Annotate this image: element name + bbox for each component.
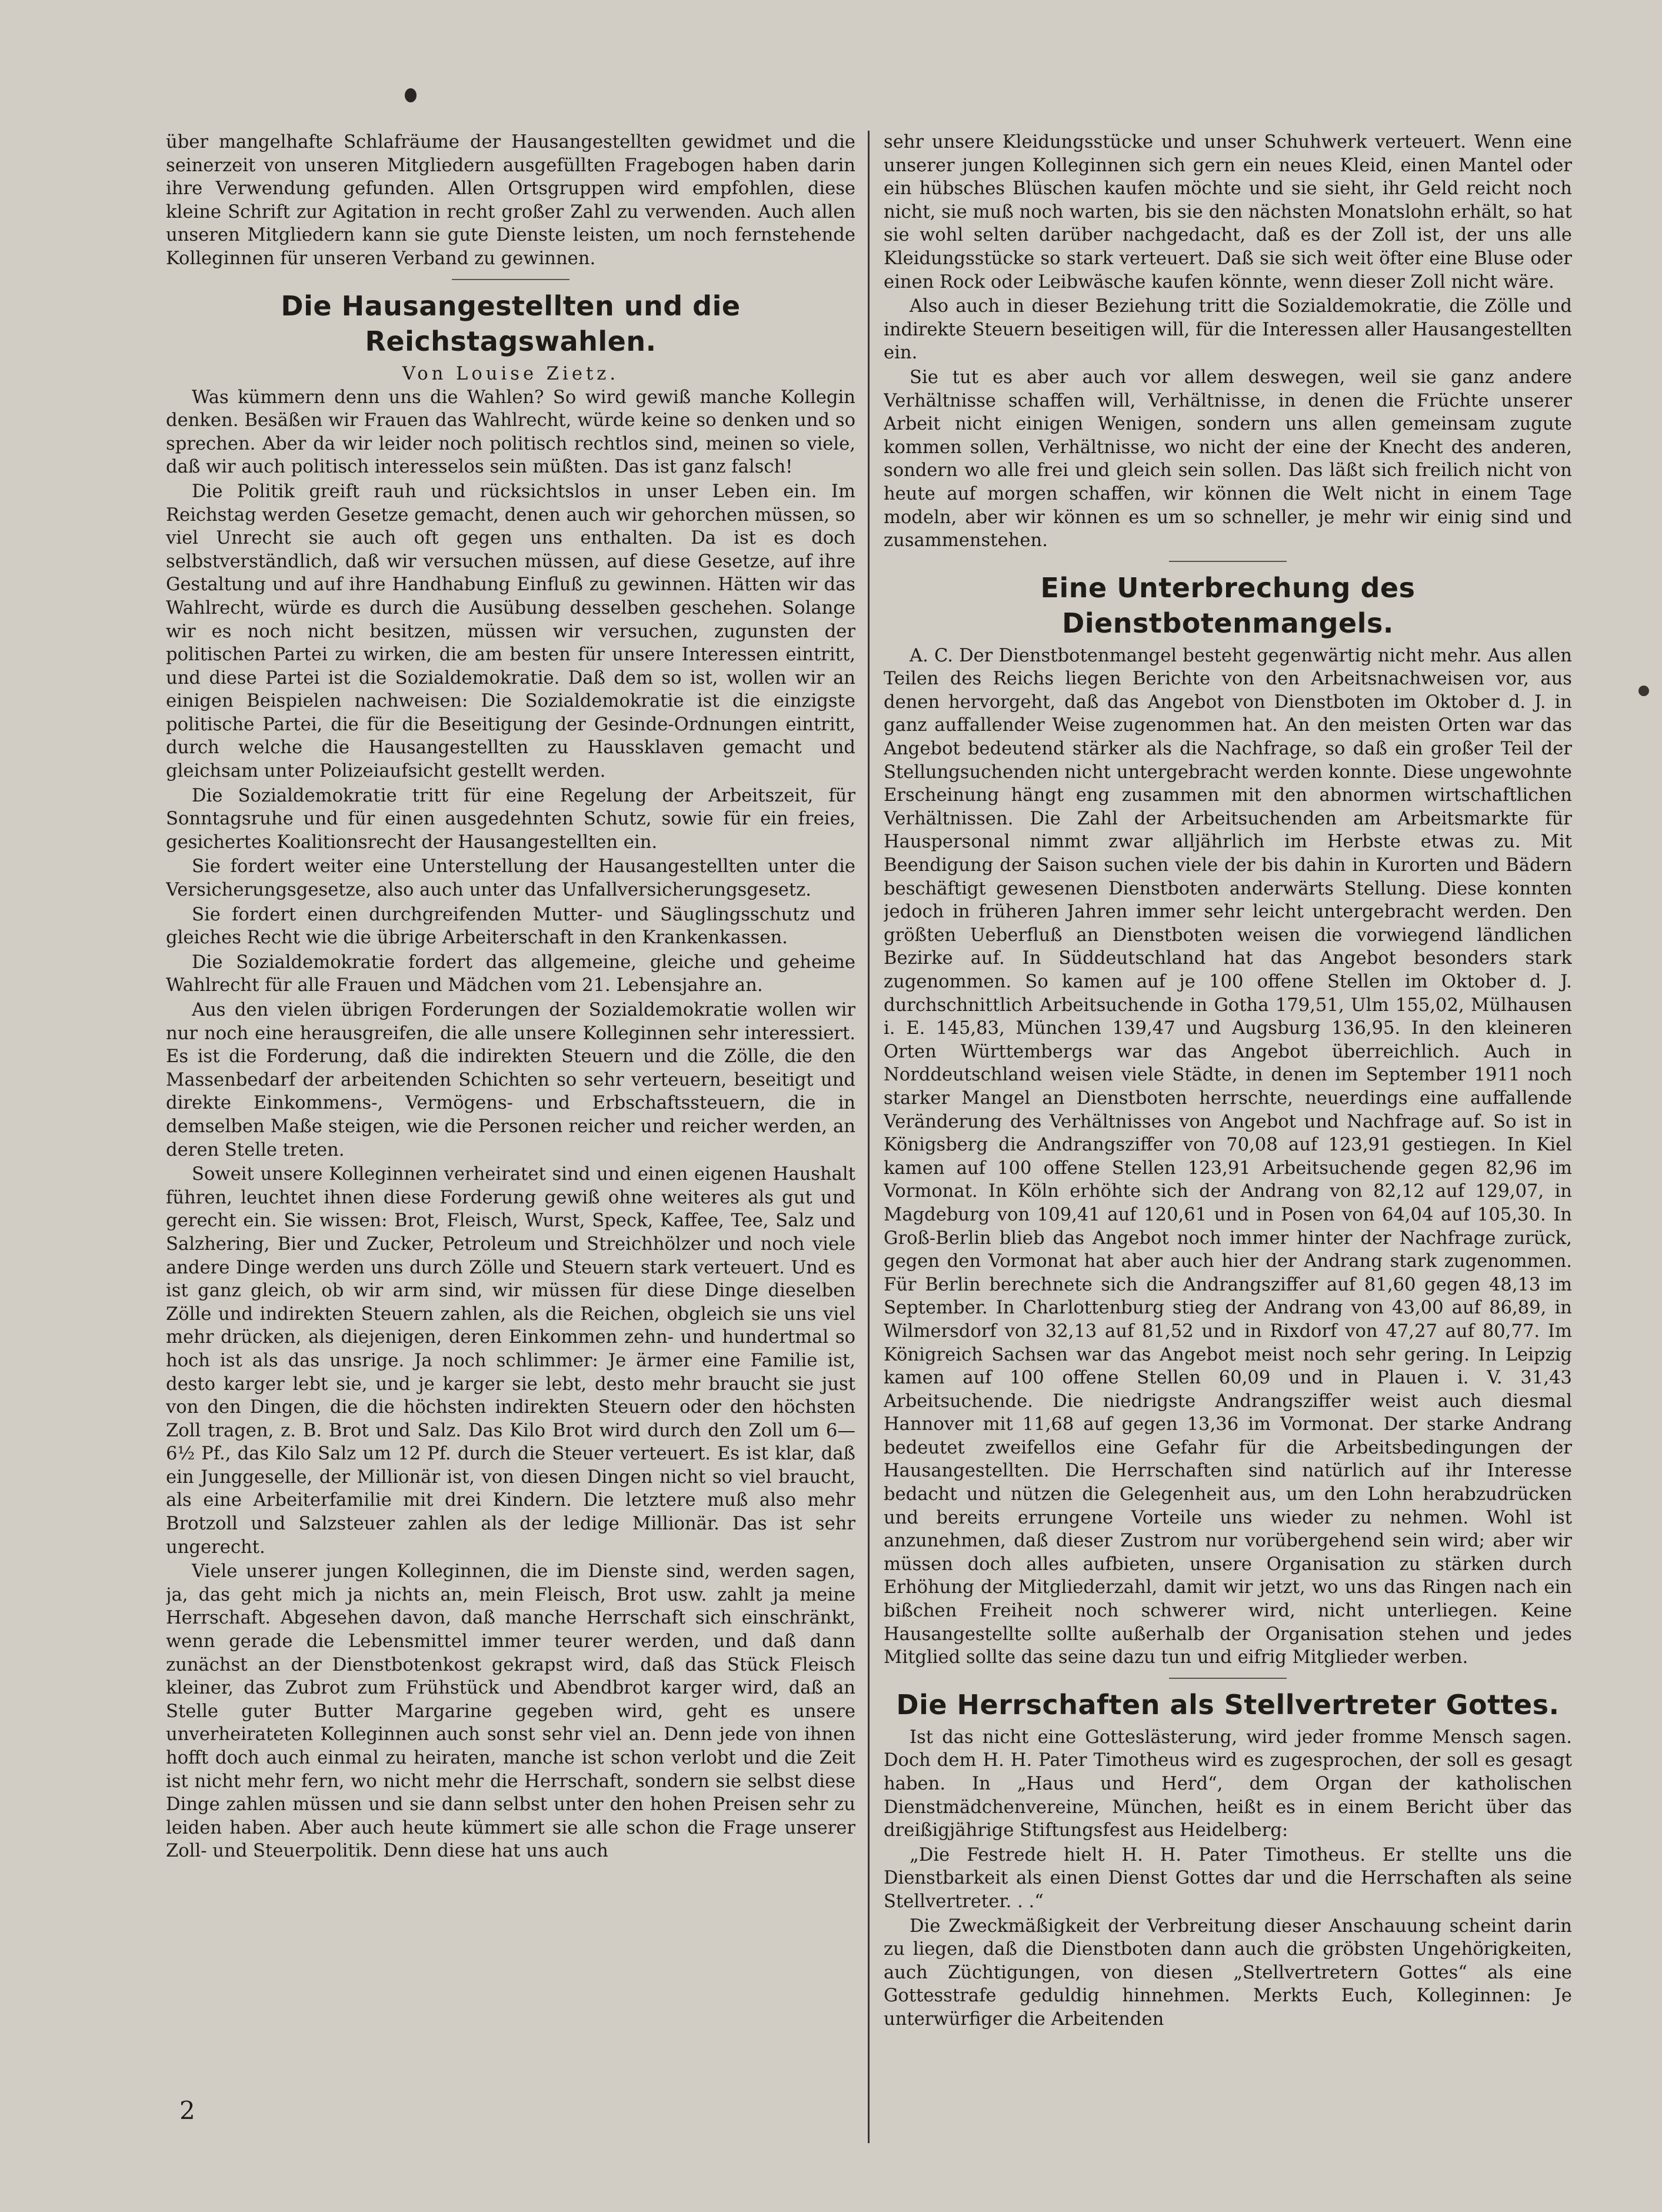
ink-spot xyxy=(1638,686,1649,696)
article-paragraph: sehr unsere Kleidungsstücke und unser Schuhwerk verteuert. Wenn eine unserer jungen Kolleginnen sich gern ein neues Kleid, einen Mantel oder ein hübsches Blüschen kaufen möchte und sie sieht, ihr Geld reicht noch nicht, sie muß noch warten, bis sie den nächsten Monatslohn erhält, so hat sie wohl selten darüber nachgedacht, daß es der Zoll ist, der uns alle Kleidungsstücke so stark verteuert. Daß sie sich weit öfter eine Bluse oder einen Rock oder Leibwäsche kaufen könnte, wenn dieser Zoll nicht wäre. xyxy=(884,132,1572,292)
article-headline: Eine Unterbrechung des Dienstbotenmangels. xyxy=(1040,571,1415,639)
article-paragraph: Die Sozialdemokratie tritt für eine Regelung der Arbeitszeit, für Sonntagsruhe und für einen ausgedehnten Schutz, sowie für ein freies, gesichertes Koalitionsrecht der Hausangestellten ein. xyxy=(166,785,855,853)
article-paragraph: Soweit unsere Kolleginnen verheiratet sind und einen eigenen Haushalt führen, leuchtet ihnen diese Forderung gewiß ohne weiteres als gut und gerecht ein. Sie wissen: Brot, Fleisch, Wurst, Speck, Kaffee, Tee, Salz und Salzhering, Bier und Zucker, Petroleum und Streichhölzer und noch viele andere Dinge werden uns durch Zölle und Steuern stark verteuert. Und es ist ganz gleich, ob wir arm sind, wir müssen für diese Dinge dieselben Zölle und indirekten Steuern zahlen, als die Reichen, obgleich sie uns viel mehr drücken, als diejenigen, deren Einkommen zehn- und hundertmal so hoch ist als das unsrige. Ja noch schlimmer: Je ärmer eine Familie ist, desto karger lebt sie, und je karger sie lebt, desto mehr braucht sie just von den Dingen, die die höchsten indirekten Steuern oder den höchsten Zoll tragen, z. B. Brot und Salz. Das Kilo Brot wird durch den Zoll um 6—6½ Pf., das Kilo Salz um 12 Pf. durch die Steuer verteuert. Es ist klar, daß ein Junggeselle, der Millionär ist, von diesen Dingen nicht so viel braucht, als eine Arbeiterfamilie mit drei Kindern. Die letztere muß also mehr Brotzoll und Salzsteuer zahlen als der ledige Millionär. Das ist sehr ungerecht. xyxy=(166,1164,855,1558)
article-separator xyxy=(452,279,569,280)
article-paragraph: Die Sozialdemokratie fordert das allgemeine, gleiche und geheime Wahlrecht für alle Frauen und Mädchen vom 21. Lebensjahre an. xyxy=(166,952,855,996)
article-paragraph: Aus den vielen übrigen Forderungen der Sozialdemokratie wollen wir nur noch eine herausgreifen, die alle unsere Kolleginnen sehr interessiert. Es ist die Forderung, daß die indirekten Steuern und die Zölle, die den Massenbedarf der arbeitenden Schichten so sehr verteuern, beseitigt und direkte Einkommens-, Vermögens- und Erbschaftssteuern, die in demselben Maße steigen, wie die Personen reicher und reicher werden, an deren Stelle treten. xyxy=(166,1000,855,1160)
article-byline: Von Louise Zietz. xyxy=(402,363,619,384)
column-divider xyxy=(868,131,870,2143)
page-number: 2 xyxy=(179,2096,195,2125)
article-headline: Die Hausangestellten und die Reichstagswahlen. xyxy=(281,290,741,357)
article-paragraph: Sie tut es aber auch vor allem deswegen, weil sie ganz andere Verhältnisse schaffen will, Verhältnisse, in denen die Früchte unserer Arbeit nicht einigen Wenigen, sondern uns allen gemeinsam zugute kommen sollen, Verhältnisse, wo nicht der eine der Knecht des anderen, sondern wo alle frei und gleich sein sollen. Das läßt sich freilich nicht von heute auf morgen schaffen, wir können die Welt nicht in einem Tage modeln, aber wir können es um so schneller, je mehr wir einig sind und zusammenstehen. xyxy=(884,367,1572,551)
article-headline: Die Herrschaften als Stellvertreter Gottes. xyxy=(896,1688,1560,1721)
article-paragraph: Also auch in dieser Beziehung tritt die Sozialdemokratie, die Zölle und indirekte Steuern beseitigen will, für die Interessen aller Hausangestellten ein. xyxy=(884,296,1572,364)
article-paragraph: A. C. Der Dienstbotenmangel besteht gegenwärtig nicht mehr. Aus allen Teilen des Reichs liegen Berichte von den Arbeitsnachweisen vor, aus denen hervorgeht, daß das Angebot von Dienstboten im Oktober d. J. in ganz auffallender Weise zugenommen hat. An den meisten Orten war das Angebot bedeutend stärker als die Nachfrage, so daß ein großer Teil der Stellungsuchenden nicht untergebracht werden konnte. Diese ungewohnte Erscheinung hängt eng zusammen mit den abnormen wirtschaftlichen Verhältnissen. Die Zahl der Arbeitsuchenden am Arbeitsmarkte für Hauspersonal nimmt zwar alljährlich im Herbste etwas zu. Mit Beendigung der Saison suchen viele der bis dahin in Kurorten und Bädern beschäftigt gewesenen Dienstboten anderwärts Stellung. Diese konnten jedoch in früheren Jahren immer sehr leicht untergebracht werden. Den größten Ueberfluß an Dienstboten weisen die vorwiegend ländlichen Bezirke auf. In Süddeutschland hat das Angebot besonders stark zugenommen. So kamen auf je 100 offene Stellen im Oktober d. J. durchschnittlich Arbeitsuchende in Gotha 179,51, Ulm 155,02, Mülhausen i. E. 145,83, München 139,47 und Augsburg 136,95. In den kleineren Orten Württembergs war das Angebot überreichlich. Auch in Norddeutschland weisen viele Städte, in denen im September 1911 noch starker Mangel an Dienstboten herrschte, neuerdings eine auffallende Veränderung des Verhältnisses von Angebot und Nachfrage auf. So ist in Königsberg die Andrangsziffer von 70,08 auf 123,91 gestiegen. In Kiel kamen auf 100 offene Stellen 123,91 Arbeitsuchende gegen 82,96 im Vormonat. In Köln erhöhte sich der Andrang von 82,12 auf 129,07, in Magdeburg von 109,41 auf 120,61 und in Posen von 64,04 auf 105,30. In Groß-Berlin blieb das Angebot noch immer hinter der Nachfrage zurück, gegen den Vormonat hat aber auch hier der Andrang stark zugenommen. Für Berlin berechnete sich die Andrangsziffer auf 81,60 gegen 48,13 im September. In Charlottenburg stieg der Andrang von 43,00 auf 86,89, in Wilmersdorf von 32,13 auf 81,52 und in Rixdorf von 47,27 auf 80,77. Im Königreich Sachsen war das Angebot meist noch sehr gering. In Leipzig kamen auf 100 offene Stellen 60,09 und in Plauen i. V. 31,43 Arbeitsuchende. Die niedrigste Andrangsziffer weist auch diesmal Hannover mit 11,68 auf gegen 13,36 im Vormonat. Der starke Andrang bedeutet zweifellos eine Gefahr für die Arbeitsbedingungen der Hausangestellten. Die Herrschaften sind natürlich auf ihr Interesse bedacht und nützen die Gelegenheit aus, um den Lohn herabzudrücken und bereits errungene Vorteile uns wieder zu nehmen. Wohl ist anzunehmen, daß dieser Zustrom nur vorübergehend sein wird; aber wir müssen doch alles aufbieten, unsere Organisation zu stärken durch Erhöhung der Mitgliederzahl, damit wir jetzt, wo uns das Ringen nach ein bißchen Freiheit noch schwerer wird, nicht unterliegen. Keine Hausangestellte sollte außerhalb der Organisation stehen und jedes Mitglied sollte das seine dazu tun und eifrig Mitglieder werben. xyxy=(884,645,1572,1668)
left-column xyxy=(166,131,855,2112)
article-paragraph: „Die Festrede hielt H. H. Pater Timotheus. Er stellte uns die Dienstbarkeit als einen Dienst Gottes dar und die Herrschaften als seine Stellvertreter. . .“ xyxy=(884,1844,1572,1912)
ink-spot xyxy=(405,88,417,102)
article-paragraph: Sie fordert weiter eine Unterstellung der Hausangestellten unter die Versicherungsgesetze, also auch unter das Unfallversicherungsgesetz. xyxy=(166,856,855,901)
article-paragraph: Ist das nicht eine Gotteslästerung, wird jeder fromme Mensch sagen. Doch dem H. H. Pater Timotheus wird es zugesprochen, der soll es gesagt haben. In „Haus und Herd“, dem Organ der katholischen Dienstmädchenvereine, München, heißt es in einem Bericht über das dreißigjährige Stiftungsfest aus Heidelberg: xyxy=(884,1727,1572,1841)
article-paragraph: Was kümmern denn uns die Wahlen? So wird gewiß manche Kollegin denken. Besäßen wir Frauen das Wahlrecht, würde keine so denken und so sprechen. Aber da wir leider noch politisch rechtlos sind, meinen so viele, daß wir auch politisch interesselos sein müßten. Das ist ganz falsch! xyxy=(166,387,855,478)
article-separator xyxy=(1169,1678,1287,1679)
article-paragraph: Die Politik greift rauh und rücksichtslos in unser Leben ein. Im Reichstag werden Gesetze gemacht, denen auch wir gehorchen müssen, so viel Unrecht sie auch oft gegen uns enthalten. Da ist es doch selbstverständlich, daß wir versuchen müssen, auf diese Gesetze, auf ihre Gestaltung und auf ihre Handhabung Einfluß zu gewinnen. Hätten wir das Wahlrecht, würde es durch die Ausübung desselben geschehen. Solange wir es noch nicht besitzen, müssen wir versuchen, zugunsten der politischen Partei zu wirken, die am besten für unsere Interessen eintritt, und diese Partei ist die Sozialdemokratie. Daß dem so ist, wollen wir an einigen Beispielen nachweisen: Die Sozialdemokratie ist die einzigste politische Partei, die für die Beseitigung der Gesinde-Ordnungen eintritt, durch welche die Hausangestellten zu Haussklaven gemacht und gleichsam unter Polizeiaufsicht gestellt werden. xyxy=(166,481,855,782)
article-separator xyxy=(1169,561,1287,562)
article-paragraph: über mangelhafte Schlafräume der Hausangestellten gewidmet und die seinerzeit von unseren Mitgliedern ausgefüllten Fragebogen haben darin ihre Verwendung gefunden. Allen Ortsgruppen wird empfohlen, diese kleine Schrift zur Agitation in recht großer Zahl zu verwenden. Auch allen unseren Mitgliedern kann sie gute Dienste leisten, um noch fernstehende Kolleginnen für unseren Verband zu gewinnen. xyxy=(166,132,855,269)
right-column xyxy=(884,131,1572,2112)
article-paragraph: Viele unserer jungen Kolleginnen, die im Dienste sind, werden sagen, ja, das geht mich ja nichts an, mein Fleisch, Brot usw. zahlt ja meine Herrschaft. Abgesehen davon, daß manche Herrschaft sich einschränkt, wenn gerade die Lebensmittel immer teurer werden, und daß dann zunächst an der Dienstbotenkost gekrapst wird, daß das Stück Fleisch kleiner, das Zubrot zum Frühstück und Abendbrot karger wird, daß an Stelle guter Butter Margarine gegeben wird, geht es unsere unverheirateten Kolleginnen auch sonst sehr viel an. Denn jede von ihnen hofft doch auch einmal zu heiraten, manche ist schon verlobt und die Zeit ist nicht mehr fern, wo nicht mehr die Herrschaft, sondern sie selbst diese Dinge zahlen müssen und sie dann selbst unter den hohen Preisen sehr zu leiden haben. Aber auch heute kümmert sie alle schon die Frage unserer Zoll- und Steuerpolitik. Denn diese hat uns auch xyxy=(166,1561,855,1862)
article-paragraph: Die Zweckmäßigkeit der Verbreitung dieser Anschauung scheint darin zu liegen, daß die Dienstboten dann auch die gröbsten Ungehörigkeiten, auch Züchtigungen, von diesen „Stellvertretern Gottes“ als eine Gottesstrafe geduldig hinnehmen. Merkts Euch, Kolleginnen: Je unterwürfiger die Arbeitenden xyxy=(884,1915,1572,2030)
article-paragraph: Sie fordert einen durchgreifenden Mutter- und Säuglingsschutz und gleiches Recht wie die übrige Arbeiterschaft in den Krankenkassen. xyxy=(166,904,855,949)
